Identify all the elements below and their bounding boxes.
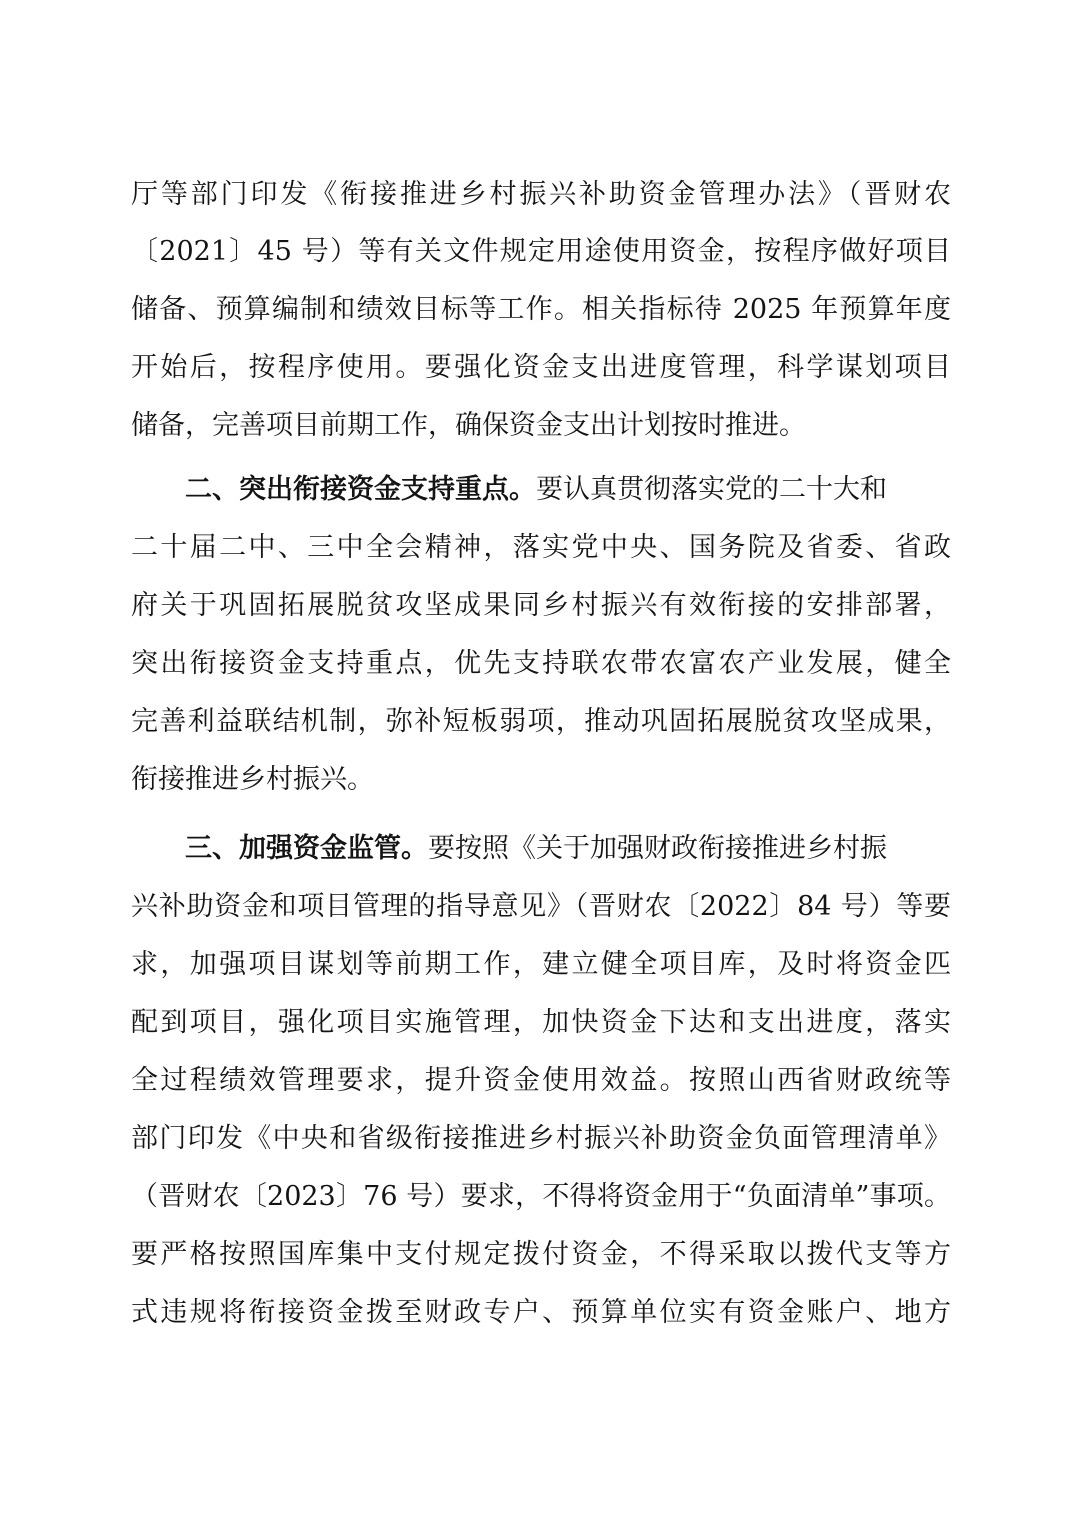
paragraph-first-line (185, 467, 951, 513)
text-line: 厅等部门印发《衔接推进乡村振兴补助资金管理办法》（晋财农 (131, 179, 951, 210)
paragraph-text: 要按照《关于加强财政衔接推进乡村振 (428, 833, 887, 864)
paragraph-first-line (185, 826, 951, 872)
text-line: 储备，完善项目前期工作，确保资金支出计划按时推进。 (131, 410, 806, 441)
section-heading: 三、加强资金监管。 (185, 833, 428, 864)
text-line: 完善利益联结机制，弥补短板弱项，推动巩固拓展脱贫攻坚成果， (131, 706, 951, 737)
text-line: 式违规将衔接资金拨至财政专户、预算单位实有资金账户、地方 (131, 1297, 951, 1328)
text-line: 配到项目，强化项目实施管理，加快资金下达和支出进度，落实 (131, 1007, 951, 1038)
text-line: 全过程绩效管理要求，提升资金使用效益。按照山西省财政统等 (131, 1065, 951, 1096)
text-line: （晋财农〔2023〕76 号）要求，不得将资金用于“负面清单”事项。 (131, 1181, 951, 1212)
text-line: 突出衔接资金支持重点，优先支持联农带农富农产业发展，健全 (131, 648, 951, 679)
text-line: 开始后，按程序使用。要强化资金支出进度管理，科学谋划项目 (131, 352, 951, 383)
text-line: 府关于巩固拓展脱贫攻坚成果同乡村振兴有效衔接的安排部署， (131, 590, 951, 621)
text-line: 兴补助资金和项目管理的指导意见》（晋财农〔2022〕84 号）等要 (131, 891, 951, 922)
section-heading: 二、突出衔接资金支持重点。 (185, 474, 536, 505)
paragraph-text: 要认真贯彻落实党的二十大和 (536, 474, 887, 505)
text-line: 储备、预算编制和绩效目标等工作。相关指标待 2025 年预算年度 (131, 294, 951, 325)
text-line: 二十届二中、三中全会精神，落实党中央、国务院及省委、省政 (131, 532, 951, 563)
text-line: 〔2021〕45 号）等有关文件规定用途使用资金，按程序做好项目 (131, 236, 951, 267)
text-line: 衔接推进乡村振兴。 (131, 764, 374, 795)
text-line: 部门印发《中央和省级衔接推进乡村振兴补助资金负面管理清单》 (131, 1123, 951, 1154)
text-line: 求，加强项目谋划等前期工作，建立健全项目库，及时将资金匹 (131, 949, 951, 980)
text-line: 要严格按照国库集中支付规定拨付资金，不得采取以拨代支等方 (131, 1239, 951, 1270)
